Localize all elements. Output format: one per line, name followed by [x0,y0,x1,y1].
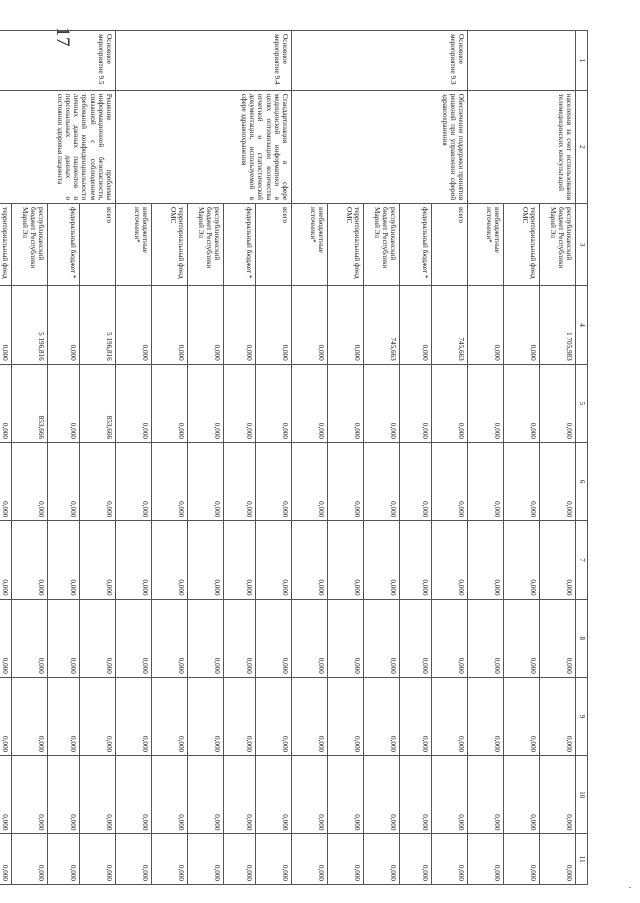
funding-source-cell: всего [80,204,116,286]
amount-cell: 0,000 [224,599,256,677]
amount-cell: 0,000 [12,599,48,677]
column-header: 2 [576,90,588,203]
funding-source-cell: внебюджетные источники* [116,204,152,286]
amount-cell: 0,000 [116,677,152,755]
amount-cell: 0,000 [400,756,432,834]
amount-cell: 0,000 [364,677,400,755]
amount-cell: 0,000 [48,677,80,755]
amount-cell: 1 705,983 [540,286,576,364]
funding-source-cell: территориальный фонд ОМС [328,204,364,286]
funding-source-cell: федеральный бюджет * [48,204,80,286]
funding-source-cell: территориальный фонд [0,204,12,286]
amount-cell: 0,000 [432,599,468,677]
amount-cell: 0,000 [432,677,468,755]
table-row [432,31,468,885]
column-header: 5 [576,364,588,442]
amount-cell: 0,000 [504,677,540,755]
amount-cell: 0,000 [328,364,364,442]
amount-cell: 0,000 [292,677,328,755]
funding-source-cell: федеральный бюджет * [400,204,432,286]
budget-table [0,30,588,885]
amount-cell: 0,000 [224,834,256,885]
amount-cell: 0,000 [364,521,400,599]
amount-cell: 0,000 [540,756,576,834]
amount-cell: 0,000 [80,599,116,677]
amount-cell: 0,000 [328,286,364,364]
amount-cell: 0,000 [328,443,364,521]
measure-id-cell: Основное мероприятие 9.4 [116,31,292,91]
amount-cell: 0,000 [292,599,328,677]
amount-cell: 0,000 [152,677,188,755]
funding-source-cell: внебюджетные источники* [292,204,328,286]
funding-source-cell: республиканский бюджет Республики Марий Эл [540,204,576,286]
rotated-table-container [1,30,588,885]
amount-cell: 0,000 [116,756,152,834]
measure-id-cell: Основное мероприятие 9.3 [292,31,468,91]
amount-cell: 0,000 [432,521,468,599]
funding-source-cell: внебюджетные источники* [468,204,504,286]
amount-cell: 0,000 [116,286,152,364]
amount-cell: 0,000 [364,443,400,521]
page-number: 17 [52,27,73,47]
measure-description-cell: населения за счет использования телемедицинских консультаций [468,90,576,203]
table-row [80,31,116,885]
amount-cell: 0,000 [152,599,188,677]
amount-cell: 0,000 [152,443,188,521]
amount-cell: 0,000 [12,756,48,834]
amount-cell: 0,000 [292,756,328,834]
amount-cell: 0,000 [468,756,504,834]
amount-cell: 0,000 [188,443,224,521]
amount-cell: 0,000 [540,677,576,755]
amount-cell: 0,000 [188,677,224,755]
table-row [540,31,576,885]
amount-cell: 0,000 [256,521,292,599]
amount-cell: 0,000 [188,834,224,885]
amount-cell: 0,000 [364,834,400,885]
amount-cell: 0,000 [152,521,188,599]
amount-cell: 0,000 [48,599,80,677]
funding-source-cell: всего [256,204,292,286]
column-number-row [576,31,588,885]
amount-cell: 0,000 [292,834,328,885]
amount-cell: 0,000 [116,521,152,599]
column-header: 3 [576,204,588,286]
amount-cell: 0,000 [0,599,12,677]
table-row [256,31,292,885]
amount-cell: 0,000 [540,834,576,885]
amount-cell: 0,000 [400,599,432,677]
measure-description-cell: Стандартизация в сфере медицинской информатики в целях оптимизации количества отчетной и статистической документации, используемой в сфере здравоохранения [116,90,292,203]
amount-cell: 0,000 [468,834,504,885]
amount-cell: 853,666 [80,364,116,442]
amount-cell: 0,000 [0,834,12,885]
amount-cell: 0,000 [540,521,576,599]
amount-cell: 0,000 [0,443,12,521]
amount-cell: 0,000 [256,364,292,442]
funding-source-cell: республиканский бюджет Республики Марий Эл [364,204,400,286]
amount-cell: 0,000 [116,834,152,885]
amount-cell: 0,000 [48,521,80,599]
column-header: 9 [576,677,588,755]
amount-cell: 0,000 [48,834,80,885]
measure-description-cell: Обеспечение поддержки принятия решений при управлении сферой здравоохранения [292,90,468,203]
funding-source-cell: территориальный фонд ОМС [152,204,188,286]
column-header: 1 [576,31,588,91]
amount-cell: 0,000 [540,364,576,442]
amount-cell: 0,000 [292,443,328,521]
funding-source-cell: территориальный фонд ОМС [504,204,540,286]
amount-cell: 0,000 [364,364,400,442]
amount-cell: 0,000 [400,443,432,521]
amount-cell: 0,000 [224,286,256,364]
amount-cell: 0,000 [328,599,364,677]
amount-cell: 0,000 [256,286,292,364]
amount-cell: 0,000 [188,599,224,677]
amount-cell: 0,000 [48,364,80,442]
amount-cell: 0,000 [0,677,12,755]
amount-cell: 0,000 [0,364,12,442]
amount-cell: 0,000 [256,834,292,885]
column-header: 6 [576,443,588,521]
amount-cell: 0,000 [432,364,468,442]
amount-cell: 0,000 [292,364,328,442]
amount-cell: 0,000 [400,286,432,364]
amount-cell: 0,000 [48,756,80,834]
amount-cell: 0,000 [224,677,256,755]
amount-cell: 0,000 [292,286,328,364]
column-header: 10 [576,756,588,834]
amount-cell: 0,000 [224,364,256,442]
amount-cell: 0,000 [152,834,188,885]
amount-cell: 0,000 [468,599,504,677]
amount-cell: 0,000 [80,521,116,599]
amount-cell: 0,000 [432,834,468,885]
amount-cell: 0,000 [468,677,504,755]
amount-cell: 0,000 [328,834,364,885]
amount-cell: 0,000 [256,677,292,755]
amount-cell: 0,000 [188,521,224,599]
amount-cell: 0,000 [0,286,12,364]
amount-cell: 0,000 [400,677,432,755]
column-header: 7 [576,521,588,599]
amount-cell: 0,000 [0,521,12,599]
amount-cell: 0,000 [116,364,152,442]
amount-cell: 0,000 [504,443,540,521]
amount-cell: 0,000 [80,834,116,885]
scan-speck [629,887,631,888]
amount-cell: 0,000 [328,677,364,755]
amount-cell: 0,000 [504,756,540,834]
amount-cell: 0,000 [256,443,292,521]
amount-cell: 0,000 [152,364,188,442]
amount-cell: 0,000 [256,756,292,834]
funding-source-cell: федеральный бюджет * [224,204,256,286]
amount-cell: 0,000 [188,364,224,442]
amount-cell: 0,000 [364,756,400,834]
amount-cell: 0,000 [540,599,576,677]
amount-cell: 0,000 [504,286,540,364]
funding-source-cell: республиканский бюджет Республики Марий Эл [188,204,224,286]
amount-cell: 0,000 [504,521,540,599]
amount-cell: 0,000 [540,443,576,521]
amount-cell: 0,000 [400,364,432,442]
amount-cell: 745,663 [432,286,468,364]
amount-cell: 0,000 [504,599,540,677]
amount-cell: 0,000 [468,364,504,442]
amount-cell: 0,000 [328,521,364,599]
amount-cell: 0,000 [12,834,48,885]
amount-cell: 0,000 [48,286,80,364]
amount-cell: 0,000 [432,756,468,834]
amount-cell: 0,000 [80,443,116,521]
amount-cell: 0,000 [292,521,328,599]
amount-cell: 0,000 [0,756,12,834]
amount-cell: 0,000 [468,286,504,364]
amount-cell: 0,000 [12,677,48,755]
amount-cell: 0,000 [468,521,504,599]
amount-cell: 0,000 [188,286,224,364]
amount-cell: 0,000 [400,521,432,599]
measure-id-cell [468,31,576,91]
amount-cell: 0,000 [152,286,188,364]
amount-cell: 0,000 [504,364,540,442]
amount-cell: 5 196,816 [80,286,116,364]
funding-source-cell: всего [432,204,468,286]
amount-cell: 0,000 [152,756,188,834]
column-header: 11 [576,834,588,885]
amount-cell: 0,000 [328,756,364,834]
amount-cell: 0,000 [12,443,48,521]
amount-cell: 853,666 [12,364,48,442]
amount-cell: 0,000 [80,677,116,755]
amount-cell: 0,000 [80,756,116,834]
amount-cell: 0,000 [224,521,256,599]
measure-id-cell: Основное мероприятие 9.5 [0,31,116,91]
amount-cell: 0,000 [188,756,224,834]
amount-cell: 0,000 [468,443,504,521]
amount-cell: 0,000 [432,443,468,521]
column-header: 8 [576,599,588,677]
amount-cell: 0,000 [364,599,400,677]
measure-description-cell: Решение проблемы информационной безопасности, связанной с соблюдением требований конфиденциальности личных данных пациентов и персональных данных о состоянии здоровья пациента [0,90,116,203]
amount-cell: 745,663 [364,286,400,364]
amount-cell: 0,000 [504,834,540,885]
funding-source-cell: республиканский бюджет Республики Марий Эл [12,204,48,286]
amount-cell: 0,000 [400,834,432,885]
amount-cell: 0,000 [256,599,292,677]
amount-cell: 0,000 [224,756,256,834]
amount-cell: 0,000 [224,443,256,521]
amount-cell: 0,000 [12,521,48,599]
column-header: 4 [576,286,588,364]
amount-cell: 0,000 [116,599,152,677]
amount-cell: 0,000 [48,443,80,521]
amount-cell: 5 196,816 [12,286,48,364]
amount-cell: 0,000 [116,443,152,521]
